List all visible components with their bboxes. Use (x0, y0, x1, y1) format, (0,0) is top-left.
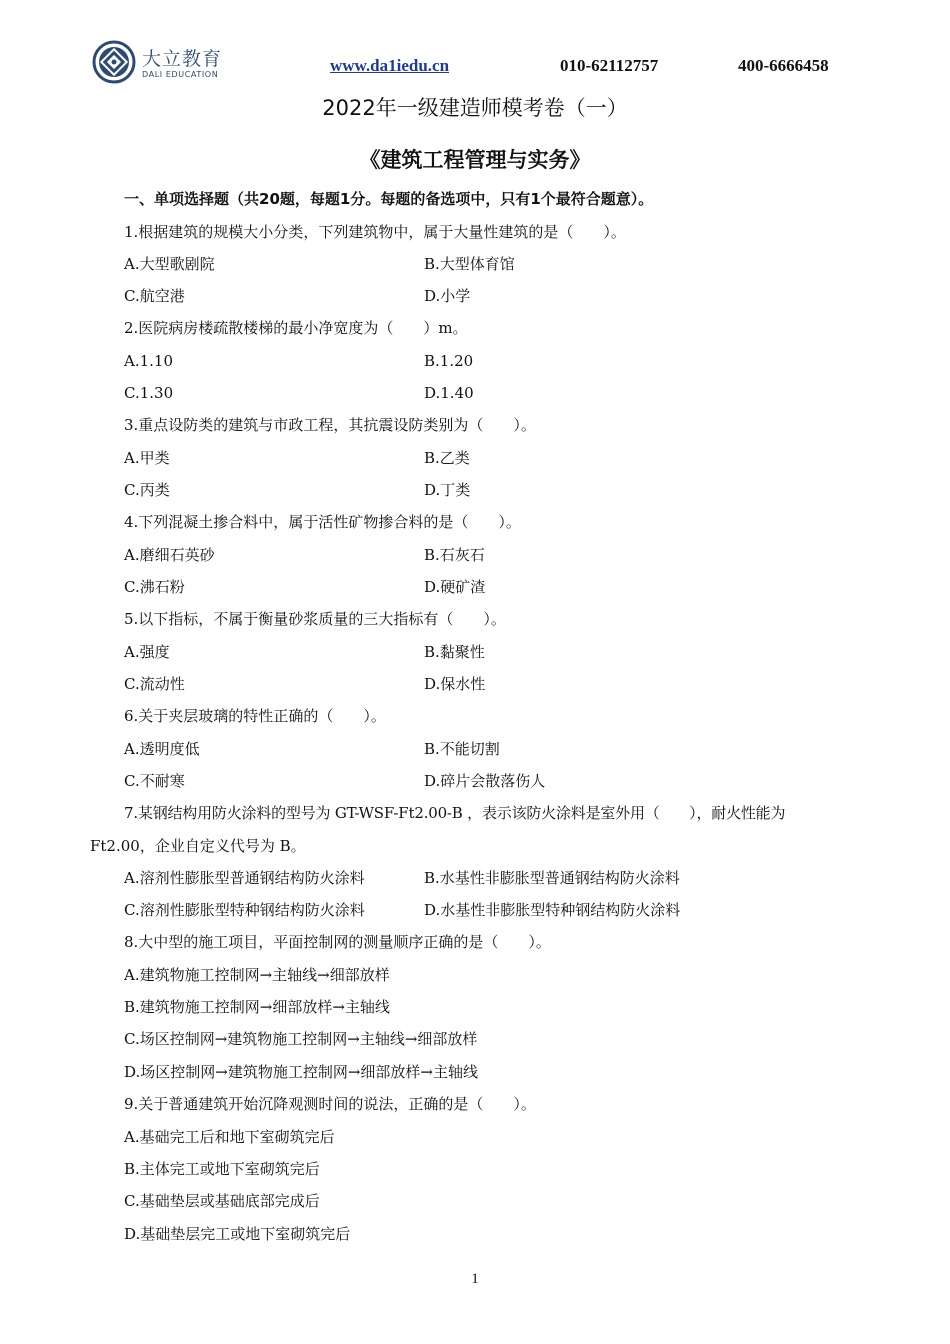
option-c: C.基础垫层或基础底部完成后 (124, 1192, 320, 1210)
question-stem: 1.根据建筑的规模大小分类，下列建筑物中，属于大量性建筑的是（ ）。 (124, 223, 626, 241)
option-a: A.大型歌剧院 (124, 255, 215, 273)
option-a: A.建筑物施工控制网→主轴线→细部放样 (124, 966, 390, 984)
option-b: B.黏聚性 (424, 643, 485, 661)
option-a: A.甲类 (124, 449, 170, 467)
option-d: D.碎片会散落伤人 (424, 772, 546, 790)
option-d: D.硬矿渣 (424, 578, 486, 596)
dali-logo (92, 40, 242, 84)
option-b: B.建筑物施工控制网→细部放样→主轴线 (124, 998, 390, 1016)
option-d: D.水基性非膨胀型特种钢结构防火涂料 (424, 901, 681, 919)
option-c: C.不耐寒 (124, 772, 185, 790)
question-stem-continued: Ft2.00，企业自定义代号为 B。 (90, 837, 306, 855)
phone-number-2: 400-6666458 (738, 56, 829, 75)
option-d: D.1.40 (424, 384, 474, 402)
option-c: C.沸石粉 (124, 578, 185, 596)
question-stem: 7.某钢结构用防火涂料的型号为 GT-WSF-Ft2.00-B ，表示该防火涂料是室外用（ ），耐火性能为 (124, 804, 786, 822)
logo-english-name: DALI EDUCATION (142, 70, 219, 79)
dali-emblem-icon (92, 40, 136, 84)
option-c: C.丙类 (124, 481, 170, 499)
page-number: 1 (471, 1271, 479, 1287)
option-b: B.1.20 (424, 352, 474, 370)
question-stem: 4.下列混凝土掺合料中，属于活性矿物掺合料的是（ ）。 (124, 513, 521, 531)
logo-chinese-name: 大立教育 (142, 48, 223, 70)
question-stem: 5.以下指标，不属于衡量砂浆质量的三大指标有（ ）。 (124, 610, 506, 628)
section-heading: 一、单项选择题（共20题，每题1分。每题的备选项中，只有1个最符合题意）。 (124, 190, 654, 208)
page-header (0, 40, 950, 86)
option-c: C.场区控制网→建筑物施工控制网→主轴线→细部放样 (124, 1030, 478, 1048)
option-c: C.航空港 (124, 287, 185, 305)
option-a: A.1.10 (124, 352, 173, 370)
option-b: B.大型体育馆 (424, 255, 515, 273)
option-a: A.基础完工后和地下室砌筑完后 (124, 1128, 335, 1146)
question-stem: 9.关于普通建筑开始沉降观测时间的说法，正确的是（ ）。 (124, 1095, 536, 1113)
option-d: D.基础垫层完工或地下室砌筑完后 (124, 1225, 351, 1243)
option-a: A.磨细石英砂 (124, 546, 215, 564)
option-b: B.乙类 (424, 449, 470, 467)
option-b: B.不能切割 (424, 740, 500, 758)
question-stem: 3.重点设防类的建筑与市政工程，其抗震设防类别为（ ）。 (124, 416, 536, 434)
option-d: D.丁类 (424, 481, 471, 499)
option-b: B.主体完工或地下室砌筑完后 (124, 1160, 320, 1178)
option-d: D.场区控制网→建筑物施工控制网→细部放样→主轴线 (124, 1063, 478, 1081)
question-stem: 2.医院病房楼疏散楼梯的最小净宽度为（ ）m。 (124, 319, 468, 337)
exam-title: 2022年一级建造师模考卷（一） (322, 96, 628, 120)
option-c: C.1.30 (124, 384, 174, 402)
option-a: A.溶剂性膨胀型普通钢结构防火涂料 (124, 869, 365, 887)
phone-number-1: 010-62112757 (560, 56, 659, 75)
option-a: A.透明度低 (124, 740, 200, 758)
question-stem: 6.关于夹层玻璃的特性正确的（ ）。 (124, 707, 386, 725)
option-c: C.流动性 (124, 675, 185, 693)
exam-subtitle: 《建筑工程管理与实务》 (359, 148, 591, 172)
option-d: D.小学 (424, 287, 471, 305)
option-b: B.石灰石 (424, 546, 485, 564)
option-d: D.保水性 (424, 675, 486, 693)
option-a: A.强度 (124, 643, 170, 661)
website-link[interactable]: www.da1iedu.cn (330, 56, 450, 75)
option-b: B.水基性非膨胀型普通钢结构防火涂料 (424, 869, 680, 887)
question-stem: 8.大中型的施工项目，平面控制网的测量顺序正确的是（ ）。 (124, 933, 551, 951)
option-c: C.溶剂性膨胀型特种钢结构防火涂料 (124, 901, 365, 919)
